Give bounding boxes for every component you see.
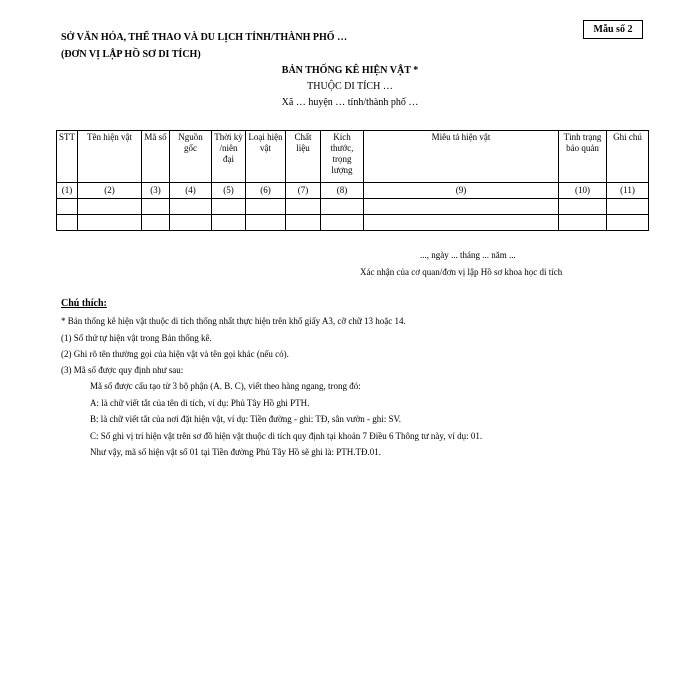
table-cell [364, 199, 559, 215]
table-cell [321, 215, 364, 231]
table-cell [286, 215, 321, 231]
confirmation-line: Xác nhận của cơ quan/đơn vị lập Hồ sơ khoa học di tích [360, 267, 563, 277]
table-cell [170, 215, 212, 231]
column-header: Loại hiện vật [246, 131, 286, 183]
table-cell [321, 199, 364, 215]
inventory-table [56, 130, 649, 231]
table-cell [286, 199, 321, 215]
column-number: (9) [364, 183, 559, 199]
agency-name: SỞ VĂN HÓA, THỂ THAO VÀ DU LỊCH TỈNH/THÀNH PHỐ … [61, 32, 348, 43]
note-line: (2) Ghi rõ tên thường gọi của hiện vật và tên gọi khác (nếu có). [61, 349, 289, 359]
column-number: (4) [170, 183, 212, 199]
column-number: (5) [212, 183, 246, 199]
column-number: (3) [142, 183, 170, 199]
column-header: Nguồn gốc [170, 131, 212, 183]
table-cell [364, 215, 559, 231]
column-header: Chất liệu [286, 131, 321, 183]
table-cell [170, 199, 212, 215]
table-cell [142, 215, 170, 231]
column-header: STT [57, 131, 78, 183]
table-cell [559, 215, 607, 231]
note-line: B: là chữ viết tắt của nơi đặt hiện vật, ví dụ: Tiền đường - ghi: TĐ, sân vườn - ghi: SV. [90, 414, 402, 424]
column-header: Miêu tả hiện vật [364, 131, 559, 183]
table-cell [78, 199, 142, 215]
column-number: (11) [607, 183, 649, 199]
table-cell [246, 199, 286, 215]
table-row [57, 215, 649, 231]
column-header: Kích thước, trọng lượng [321, 131, 364, 183]
note-line: (1) Số thứ tự hiện vật trong Bản thống kê. [61, 333, 212, 343]
table-cell [142, 199, 170, 215]
note-line: * Bản thống kê hiện vật thuộc di tích thống nhất thực hiện trên khổ giấy A3, cỡ chữ 13 hoặc 14. [61, 316, 406, 326]
unit-name: (ĐƠN VỊ LẬP HỒ SƠ DI TÍCH) [61, 49, 201, 60]
column-number: (6) [246, 183, 286, 199]
column-header: Ghi chú [607, 131, 649, 183]
table-cell [607, 215, 649, 231]
column-header: Thời kỳ /niên đại [212, 131, 246, 183]
note-line: A: là chữ viết tắt của tên di tích, ví dụ: Phủ Tây Hồ ghi PTH. [90, 398, 310, 408]
table-cell [57, 215, 78, 231]
document-subtitle: THUỘC DI TÍCH … [307, 81, 393, 92]
column-header: Tình trạng bảo quản [559, 131, 607, 183]
note-line: C: Số ghi vị trí hiện vật trên sơ đồ hiện vật thuộc di tích quy định tại khoản 7 Điều 6 Thông tư này, ví dụ: 01. [90, 431, 483, 441]
table-cell [57, 199, 78, 215]
notes-title: Chú thích: [61, 298, 107, 309]
table-cell [212, 199, 246, 215]
column-number: (1) [57, 183, 78, 199]
table-cell [246, 215, 286, 231]
column-header: Tên hiện vật [78, 131, 142, 183]
column-number-row [57, 183, 649, 199]
column-number: (8) [321, 183, 364, 199]
column-number: (10) [559, 183, 607, 199]
document-title: BẢN THỐNG KÊ HIỆN VẬT * [281, 65, 419, 76]
table-cell [78, 215, 142, 231]
form-number-badge: Mẫu số 2 [583, 20, 643, 39]
column-number: (2) [78, 183, 142, 199]
location-line: Xã … huyện … tỉnh/thành phố … [281, 97, 419, 108]
table-cell [607, 199, 649, 215]
note-line: Mã số được cấu tạo từ 3 bộ phận (A. B. C), viết theo hàng ngang, trong đó: [90, 381, 361, 391]
date-line: ..., ngày ... tháng ... năm ... [420, 250, 516, 260]
note-line: (3) Mã số được quy định như sau: [61, 365, 184, 375]
table-cell [212, 215, 246, 231]
table-header-row [57, 131, 649, 183]
table-cell [559, 199, 607, 215]
column-number: (7) [286, 183, 321, 199]
column-header: Mã số [142, 131, 170, 183]
note-line: Như vậy, mã số hiện vật số 01 tại Tiền đường Phủ Tây Hồ sẽ ghi là: PTH.TĐ.01. [90, 447, 382, 457]
table-row [57, 199, 649, 215]
